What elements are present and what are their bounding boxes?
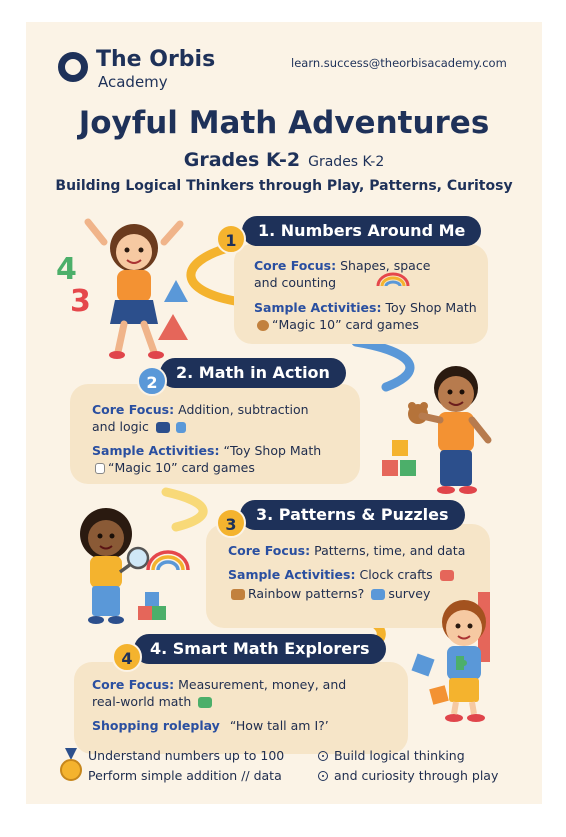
page-title: Joyful Math Adventures bbox=[78, 105, 490, 141]
puzzle-piece-icon bbox=[426, 682, 452, 708]
boy-with-teddy-illustration bbox=[396, 358, 506, 508]
section-3-number-badge: 3 bbox=[216, 508, 246, 538]
stacked-blocks-icon bbox=[138, 588, 168, 622]
section-1-focus-line2: and counting bbox=[254, 275, 337, 290]
decor-number-three: 3 bbox=[70, 284, 91, 319]
section-2-focus-text: Addition, subtraction bbox=[178, 402, 309, 417]
target-icon bbox=[318, 771, 328, 781]
section-1-activities-label: Sample Activities: bbox=[254, 300, 382, 315]
section-3-focus-label: Core Focus: bbox=[228, 543, 311, 558]
medal-icon bbox=[60, 748, 82, 782]
section-3-activities-text2: Rainbow patterns? bbox=[248, 586, 365, 601]
grades-primary: Grades K-2 bbox=[183, 149, 301, 171]
section-2-activities-text: “Toy Shop Math bbox=[223, 443, 322, 458]
survey-tools-icon bbox=[371, 589, 385, 600]
abacus-icon bbox=[231, 589, 245, 600]
section-4-focus-text2: real-world math bbox=[92, 694, 192, 709]
number-card-icon bbox=[176, 422, 186, 433]
section-4-focus-text: Measurement, money, and bbox=[178, 677, 347, 692]
section-1-activities-text: Toy Shop Math bbox=[385, 300, 477, 315]
section-2-focus-line1 bbox=[92, 402, 309, 417]
section-1-focus-line1 bbox=[254, 258, 430, 273]
poster bbox=[26, 22, 542, 804]
section-3-title: 3. Patterns & Puzzles bbox=[240, 500, 465, 530]
footer-left-line2: Perform simple addition // data bbox=[88, 768, 282, 783]
decor-number-four: 4 bbox=[56, 252, 77, 287]
section-4-focus-line2 bbox=[92, 694, 215, 709]
section-2-activities-line2 bbox=[92, 460, 255, 475]
section-4-activities-label: Shopping roleplay bbox=[92, 718, 220, 733]
section-1-number-badge: 1 bbox=[216, 224, 246, 254]
logo-ring-icon bbox=[58, 52, 88, 82]
clock-craft-icon bbox=[440, 570, 454, 581]
section-3-activities-text: Clock crafts bbox=[359, 567, 433, 582]
girl-character-illustration bbox=[84, 212, 184, 362]
section-2-focus-label: Core Focus: bbox=[92, 402, 175, 417]
dice-icon bbox=[156, 422, 170, 433]
teddy-bear-icon bbox=[257, 320, 269, 331]
grades-secondary: Grades K-2 bbox=[308, 154, 385, 170]
footer-left-line1: Understand numbers up to 100 bbox=[88, 748, 285, 763]
section-4-activities-text: “How tall am I?’ bbox=[229, 718, 329, 733]
section-4-title: 4. Smart Math Explorers bbox=[134, 634, 386, 664]
tagline: Building Logical Thinkers through Play, Patterns, Curitosy bbox=[55, 178, 513, 194]
brand-subtitle: Academy bbox=[98, 73, 168, 91]
section-1-focus-label: Core Focus: bbox=[254, 258, 337, 273]
section-2-title: 2. Math in Action bbox=[160, 358, 346, 388]
section-1-activities-line1 bbox=[254, 300, 477, 315]
section-3-activities-line2 bbox=[228, 586, 430, 601]
section-3-focus-line1 bbox=[228, 543, 465, 558]
brand-name: The Orbis bbox=[96, 47, 216, 72]
section-2-number-badge: 2 bbox=[137, 366, 167, 396]
section-4-number-badge: 4 bbox=[112, 642, 142, 672]
money-icon bbox=[198, 697, 212, 708]
puzzle-piece-icon bbox=[408, 650, 438, 680]
section-3-activities-line1 bbox=[228, 567, 457, 582]
section-2-focus-line2 bbox=[92, 419, 189, 434]
section-3-activities-text3: survey bbox=[388, 586, 431, 601]
number-blocks-icon bbox=[382, 440, 432, 480]
rainbow-icon bbox=[376, 272, 410, 286]
contact-email[interactable]: learn.success@theorbisacademy.com bbox=[291, 56, 507, 70]
section-4-focus-line1 bbox=[92, 677, 346, 692]
section-1-focus-text: Shapes, space bbox=[340, 258, 431, 273]
section-3-focus-text: Patterns, time, and data bbox=[314, 543, 466, 558]
section-1-activities-text2: “Magic 10” card games bbox=[272, 317, 419, 332]
target-icon bbox=[318, 751, 328, 761]
footer-right-line1: Build logical thinking bbox=[334, 748, 465, 763]
section-2-focus-text2: and logic bbox=[92, 419, 149, 434]
rainbow-cloud-icon bbox=[146, 548, 190, 570]
section-4-focus-label: Core Focus: bbox=[92, 677, 175, 692]
section-2-activities-line1 bbox=[92, 443, 321, 458]
card-icon bbox=[95, 463, 105, 474]
section-1-activities-line2 bbox=[254, 317, 419, 332]
section-2-activities-label: Sample Activities: bbox=[92, 443, 220, 458]
grades-line bbox=[26, 149, 542, 171]
section-2-activities-text2: “Magic 10” card games bbox=[108, 460, 255, 475]
section-3-activities-label: Sample Activities: bbox=[228, 567, 356, 582]
section-4-activities-line1 bbox=[92, 718, 329, 733]
footer-right-line2: and curiosity through play bbox=[334, 768, 499, 783]
section-1-title: 1. Numbers Around Me bbox=[242, 216, 481, 246]
